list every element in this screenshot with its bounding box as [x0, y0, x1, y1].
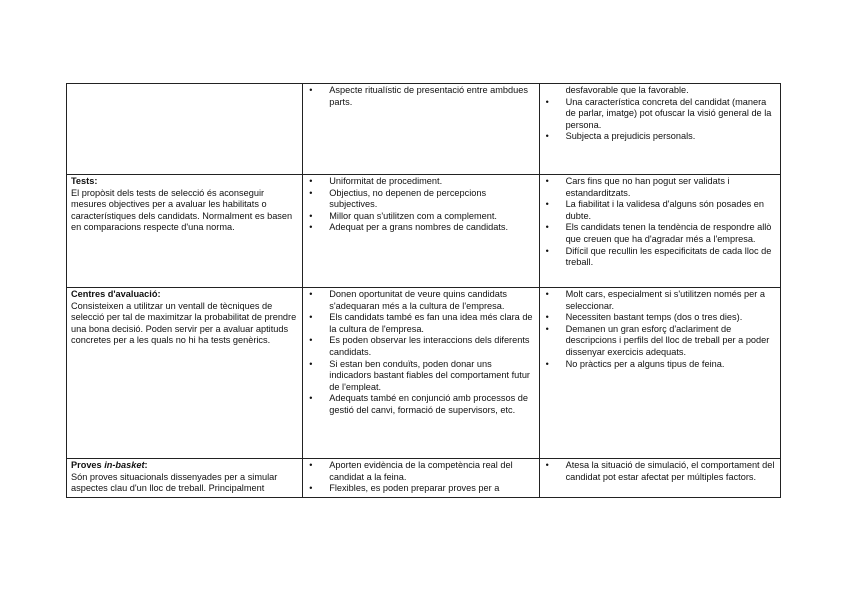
advantages-cell: [303, 459, 539, 498]
method-title: Tests:: [71, 176, 98, 186]
list-item: • Millor quan s'utilitzen com a complement.: [307, 211, 534, 223]
list-item: • Atesa la situació de simulació, el comportament del candidat pot estar afectat per múltiples factors.: [544, 460, 776, 483]
list-item: • Molt cars, especialment si s'utilitzen només per a seleccionar.: [544, 289, 776, 312]
table-row: [67, 288, 781, 459]
list-item: • Necessiten bastant temps (dos o tres dies).: [544, 312, 776, 324]
list-item: • Uniformitat de procediment.: [307, 176, 534, 188]
list-item: • Aspecte ritualístic de presentació entre ambdues parts.: [307, 85, 534, 108]
list-item: • Difícil que recullin les especificitats de cada lloc de treball.: [544, 246, 776, 269]
method-title: [71, 460, 298, 472]
method-description: Consisteixen a utilitzar un ventall de tècniques de selecció per tal de maximitzar la probabilitat de prendre una bona decisió. Poden servir per a avaluar aptituds concretes per a les quals no hi ha tests genèrics.: [71, 300, 297, 346]
list-item: • Es poden observar les interaccions dels diferents candidats.: [307, 335, 534, 358]
method-title-suffix: :: [144, 460, 148, 470]
method-cell: [67, 288, 303, 459]
method-title: Centres d'avaluació:: [71, 289, 161, 299]
list-item: • Objectius, no depenen de percepcions subjectives.: [307, 188, 534, 211]
advantages-list: [307, 460, 534, 495]
list-item: • Cars fins que no han pogut ser validats i estandarditzats.: [544, 176, 776, 199]
list-item: • Adequats també en conjunció amb processos de gestió del canvi, formació de supervisors, etc.: [307, 393, 534, 416]
disadvantages-list: [544, 176, 776, 269]
method-title-italic: in-basket: [104, 460, 145, 470]
list-item: • Flexibles, es poden preparar proves per a: [307, 483, 534, 495]
advantages-list: [307, 85, 534, 108]
list-item: • Aporten evidència de la competència real del candidat a la feina.: [307, 460, 534, 483]
disadvantages-cell: [539, 459, 780, 498]
list-item: • Adequat per a grans nombres de candidats.: [307, 222, 534, 234]
table-row: [67, 175, 781, 288]
method-title-prefix: Proves: [71, 460, 105, 470]
list-item: • Demanen un gran esforç d'aclariment de descripcions i perfils del lloc de treball per a poder dissenyar exercicis adequats.: [544, 324, 776, 359]
list-item: • No pràctics per a alguns tipus de feina.: [544, 359, 776, 371]
disadvantages-list: [544, 97, 776, 143]
disadvantages-list: [544, 460, 776, 483]
advantages-list: [307, 289, 534, 417]
disadvantages-cell: [539, 84, 780, 175]
selection-methods-table: [66, 83, 781, 498]
method-cell: [67, 84, 303, 175]
advantages-cell: [303, 84, 539, 175]
method-description: El propòsit dels tests de selecció és aconseguir mesures objectives per a avaluar les habilitats o característiques dels candidats. Normalment es basen en comparacions respecte d'una norma.: [71, 187, 293, 233]
advantages-cell: [303, 288, 539, 459]
list-item: • Els candidats també es fan una idea més clara de la cultura de l'empresa.: [307, 312, 534, 335]
disadvantages-list: [544, 289, 776, 370]
method-cell: [67, 175, 303, 288]
list-item: • La fiabilitat i la validesa d'alguns són posades en dubte.: [544, 199, 776, 222]
disadvantages-cell: [539, 175, 780, 288]
list-item: • Donen oportunitat de veure quins candidats s'adequaran més a la cultura de l'empresa.: [307, 289, 534, 312]
continued-text: desfavorable que la favorable.: [565, 85, 689, 95]
table-row: [67, 459, 781, 498]
method-description: Són proves situacionals dissenyades per a simular aspectes clau d'un lloc de treball. Principalment: [71, 471, 278, 494]
method-cell: [67, 459, 303, 498]
disadvantages-cell: [539, 288, 780, 459]
list-item: • Si estan ben conduïts, poden donar uns indicadors bastant fiables del comportament futur de l'empleat.: [307, 359, 534, 394]
list-item: • Subjecta a prejudicis personals.: [544, 131, 776, 143]
list-item: • Una característica concreta del candidat (manera de parlar, imatge) pot ofuscar la visió general de la persona.: [544, 97, 776, 132]
advantages-list: [307, 176, 534, 234]
advantages-cell: [303, 175, 539, 288]
list-item: • Els candidats tenen la tendència de respondre allò que creuen que ha d'agradar més a l'empresa.: [544, 222, 776, 245]
table-row: [67, 84, 781, 175]
